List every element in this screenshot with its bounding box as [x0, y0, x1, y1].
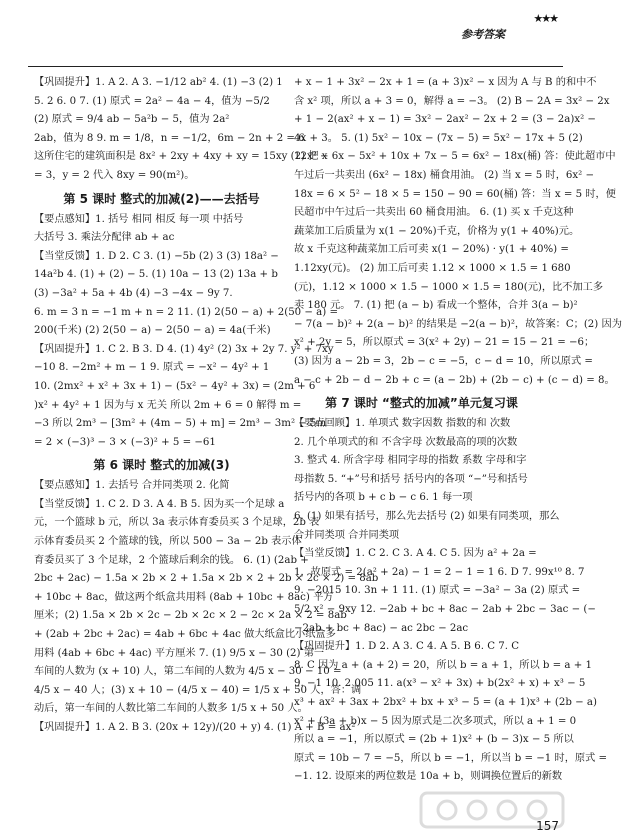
text-line: 2ab，值为 8 9. m = 1/8，n = −1/2，6m − 2n + 2 = 6 — [34, 132, 305, 144]
text-line: 【要点感知】1. 括号 相同 相反 每一项 中括号 — [34, 213, 244, 225]
text-line: 【巩固提升】1. A 2. A 3. −1/12 ab² 4. (1) −3 (2) 1 — [34, 77, 283, 88]
left-block-a — [34, 74, 328, 186]
text-line: 用料 (4ab + 6bc + 4ac) 平方厘米 7. (1) 9/5 x − 30 (2) 第一 — [34, 647, 325, 659]
right-block-b — [294, 415, 608, 787]
text-line: 合并同类项 合并同类项 — [294, 529, 400, 541]
text-line: 括号内的各项 b + c b − c 6. 1 每一项 — [294, 492, 473, 504]
text-line: −10 8. −2m² + m − 1 9. 原式 = −x² − 4y² + 1 — [34, 362, 270, 374]
text-line: 6. (1) 如果有括号，那么先去括号 (2) 如果有同类项，那么 — [294, 511, 560, 523]
text-line: 民超市中午过后一共卖出 60 桶食用油。 6. (1) 买 x 千克这种 — [294, 207, 574, 219]
watermark-logo — [417, 787, 567, 833]
text-line: 故 x 千克这种蔬菜加工后可卖 x(1 − 20%) · y(1 + 40%) = — [294, 244, 569, 256]
text-line: = 2 × (−3)³ − 3 × (−3)² + 5 = −61 — [34, 436, 216, 448]
text-line: 18x = 6 × 5² − 18 × 5 = 150 − 90 = 60(桶) 答：当 x = 5 时，便 — [294, 188, 616, 200]
text-line: 所以 a = −1，所以原式 = (2b + 1)x² + (b − 3)x − 5 所以 — [294, 734, 574, 746]
text-line: 12x² − 6x − 5x² + 10x + 7x − 5 = 6x² − 18x(桶) 答：使此超市中 — [294, 151, 616, 163]
text-line: 示体育委员买 2 个篮球的钱，所以 500 − 3a − 2b 表示体 — [34, 536, 302, 548]
text-line: 9. −2015 10. 3n + 1 11. (1) 原式 = −3a² − 3a (2) 原式 = — [294, 585, 581, 597]
text-line: 育委员买了 3 个足球，2 个篮球后剩余的钱。 6. (1) (2ab + — [34, 554, 309, 566]
text-line: 【巩固提升】1. D 2. A 3. C 4. A 5. B 6. C 7. C — [294, 641, 520, 653]
text-line: 【要点回顾】1. 单项式 数字因数 指数的和 次数 — [294, 418, 511, 430]
left-block-b — [34, 211, 339, 453]
text-line: 14a²b 4. (1) + (2) − 5. (1) 10a − 13 (2) 13a + b — [34, 269, 278, 281]
text-line: 2. 几个单项式的和 不含字母 次数最高的项的次数 — [294, 436, 518, 448]
section-title-5: 第 5 课时 整式的加减(2)——去括号 — [63, 191, 260, 206]
text-line: 4x + 3。 5. (1) 5x² − 10x − (7x − 5) = 5x² − 17x + 5 (2) — [294, 132, 583, 144]
text-line: 动后，第一车间的人数比第二车间的人数多 1/5 x + 50 人。 — [34, 703, 308, 715]
text-line: −2ab + bc + 8ac) − ac 2bc − 2ac — [294, 622, 469, 634]
text-line: )x² + 4y² + 1 因为与 x 无关 所以 2m + 6 = 0 解得 m = — [34, 399, 302, 411]
text-line: 200(千米) (2) 2(50 − a) − 2(50 − a) = 4a(千米) — [34, 325, 271, 337]
text-line: 【当堂反馈】1. D 2. C 3. (1) −5b (2) 3 (3) 18a² − — [34, 250, 279, 262]
star-icon: ★★★ — [533, 12, 557, 25]
text-line: (3) 因为 a − 2b = 3，2b − c = −5，c − d = 10，所以原式 = — [294, 355, 593, 367]
text-line: 原式 = 10b − 7 = −5，所以 b = −1，所以当 b = −1 时，原式 = — [294, 752, 608, 764]
text-line: 5. 2 6. 0 7. (1) 原式 = 2a² − 4a − 4，值为 −5/2 — [34, 95, 270, 107]
right-block-a — [294, 74, 622, 390]
text-line: 卖 180 元。 7. (1) 把 (a − b) 看成一个整体，合并 3(a − b)² — [294, 300, 578, 312]
text-line: 母指数 5. “+”号和括号 括号内的各项 “−”号和括号 — [294, 473, 528, 485]
text-line: 1.12xy(元)。 (2) 加工后可卖 1.12 × 1000 × 1.5 = 1 680 — [294, 262, 571, 274]
text-line: 车间的人数为 (x + 10) 人，第二车间的人数为 4/5 x − 30 − 10 = — [34, 666, 342, 678]
text-line: 【巩固提升】1. C 2. B 3. D 4. (1) 4y² (2) 3x + 2y 7. y² + 7xy — [34, 343, 334, 355]
text-line: 含 x² 项，所以 a + 3 = 0，解得 a = −3。 (2) B − 2A = 3x² − 2x — [294, 95, 610, 107]
text-line: −3 所以 2m³ − [3m² + (4m − 5) + m] = 2m³ − 3m² − 5m — [34, 418, 327, 430]
text-line: = 3，y = 2 代入 8xy = 90(m²)。 — [34, 169, 195, 181]
text-line: + 1 − 2(ax² + x − 1) = 3x² − 2ax² − 2x + 2 = (3 − 2a)x² − — [294, 114, 596, 126]
text-line: + (2ab + 2bc + 2ac) = 4ab + 6bc + 4ac 做大纸盒比小纸盒多 — [34, 629, 336, 641]
header-rule — [28, 66, 563, 67]
text-line: 2bc + 2ac) − 1.5a × 2b × 2 + 1.5a × 2b × 2 + 2b × 2c × 2) = 8ab — [34, 573, 379, 585]
section-title-7: 第 7 课时 “整式的加减”单元复习课 — [325, 396, 518, 411]
text-line: 【当堂反馈】1. C 2. D 3. A 4. B 5. 因为买一个足球 a — [34, 498, 285, 510]
page-number: 157 — [536, 819, 559, 833]
text-line: 元，一个篮球 b 元，所以 3a 表示体育委员买 3 个足球，2b 表 — [34, 517, 320, 529]
header-title: 参考答案 — [461, 28, 505, 41]
text-line: x² + 2y = 5，所以原式 = 3(x² + 2y) − 21 = 15 − 21 = −6； — [294, 337, 595, 349]
text-line: 【当堂反馈】1. C 2. C 3. A 4. C 5. 因为 a² + 2a = — [294, 548, 537, 560]
text-line: 4/5 x − 40 人；(3) x + 10 − (4/5 x − 40) = 1/5 x + 50 人，答：调 — [34, 684, 362, 696]
text-line: x³ + ax² + 3ax + 2bx² + bx + x³ − 5 = (a + 1)x³ + (2b − a) — [294, 697, 597, 708]
text-line: 大括号 3. 乘法分配律 ab + ac — [34, 232, 175, 244]
page-header — [423, 10, 563, 46]
text-line: 5/2 x² − 9xy 12. −2ab + bc + 8ac − 2ab + 2bc − 3ac − (− — [294, 604, 596, 616]
text-line: 3. 整式 4. 所含字母 相同字母的指数 系数 字母和字 — [294, 455, 527, 467]
text-line: (3) −3a² + 5a + 4b (4) −3 −4x − 9y 7. — [34, 287, 233, 299]
text-line: (2) 原式 = 9/4 ab − 5a²b − 5，值为 2a² — [34, 114, 230, 126]
text-line: 【巩固提升】1. A 2. B 3. (20x + 12y)/(20 + y) 4. (1) A + B = ax² — [34, 722, 356, 733]
text-line: 6. m = 3 n = −1 m + n = 2 11. (1) 2(50 − a) + 2(50 − a) = — [34, 306, 339, 318]
text-line: 【要点感知】1. 去括号 合并同类项 2. 化简 — [34, 480, 230, 492]
text-line: 厘米；(2) 1.5a × 2b × 2c − 2b × 2c × 2 − 2c × 2a × 2 = 8ab — [34, 610, 347, 622]
right-column — [294, 74, 622, 787]
text-line: + 10bc + 8ac，做这两个纸盒共用料 (8ab + 10bc + 8ac) 平方 — [34, 591, 334, 603]
text-line: + x − 1 + 3x² − 2x + 1 = (a + 3)x² − x 因为 A 与 B 的和中不 — [294, 77, 597, 88]
text-line: 这所住宅的建筑面积是 8x² + 2xy + 4xy + xy = 15xy (2) 把 x — [34, 151, 328, 163]
text-line: −1. 12. 设原来的两位数是 10a + b，则调换位置后的新数 — [294, 771, 563, 783]
text-line: (元)，1.12 × 1000 × 1.5 − 1000 × 1.5 = 180(元)，比不加工多 — [294, 281, 604, 293]
text-line: − 7(a − b)² + 2(a − b)² 的结果是 −2(a − b)²，故答案：C；(2) 因为 — [294, 318, 622, 330]
text-line: 8. C 因为 a + (a + 2) = 20，所以 b = a + 1，所以 b = a + 1 — [294, 659, 592, 671]
text-line: 午过后一共卖出 (6x² − 18x) 桶食用油。 (2) 当 x = 5 时，6x² − — [294, 169, 594, 181]
text-line: x² + (3a + b)x − 5 因为原式是二次多项式，所以 a + 1 = 0 — [294, 715, 577, 727]
text-line: 10. (2mx² + x² + 3x + 1) − (5x² − 4y² + 3x) = (2m + 6 — [34, 380, 316, 392]
section-title-6: 第 6 课时 整式的加减(3) — [93, 458, 230, 473]
text-line: a − c + 2b − d − 2b + c = (a − 2b) + (2b − c) + (c − d) = 8。 — [294, 374, 615, 386]
text-line: 蔬菜加工后质量为 x(1 − 20%)千克，价格为 y(1 + 40%)元。 — [294, 225, 580, 237]
text-line: 9. −1 10. 2 005 11. a(x³ − x² + 3x) + b(2x² + x) + x³ − 5 — [294, 678, 586, 690]
text-line: 1，故原式 = 2(a² + 2a) − 1 = 2 − 1 = 1 6. D 7. 99x¹⁰ 8. 7 — [294, 566, 585, 578]
